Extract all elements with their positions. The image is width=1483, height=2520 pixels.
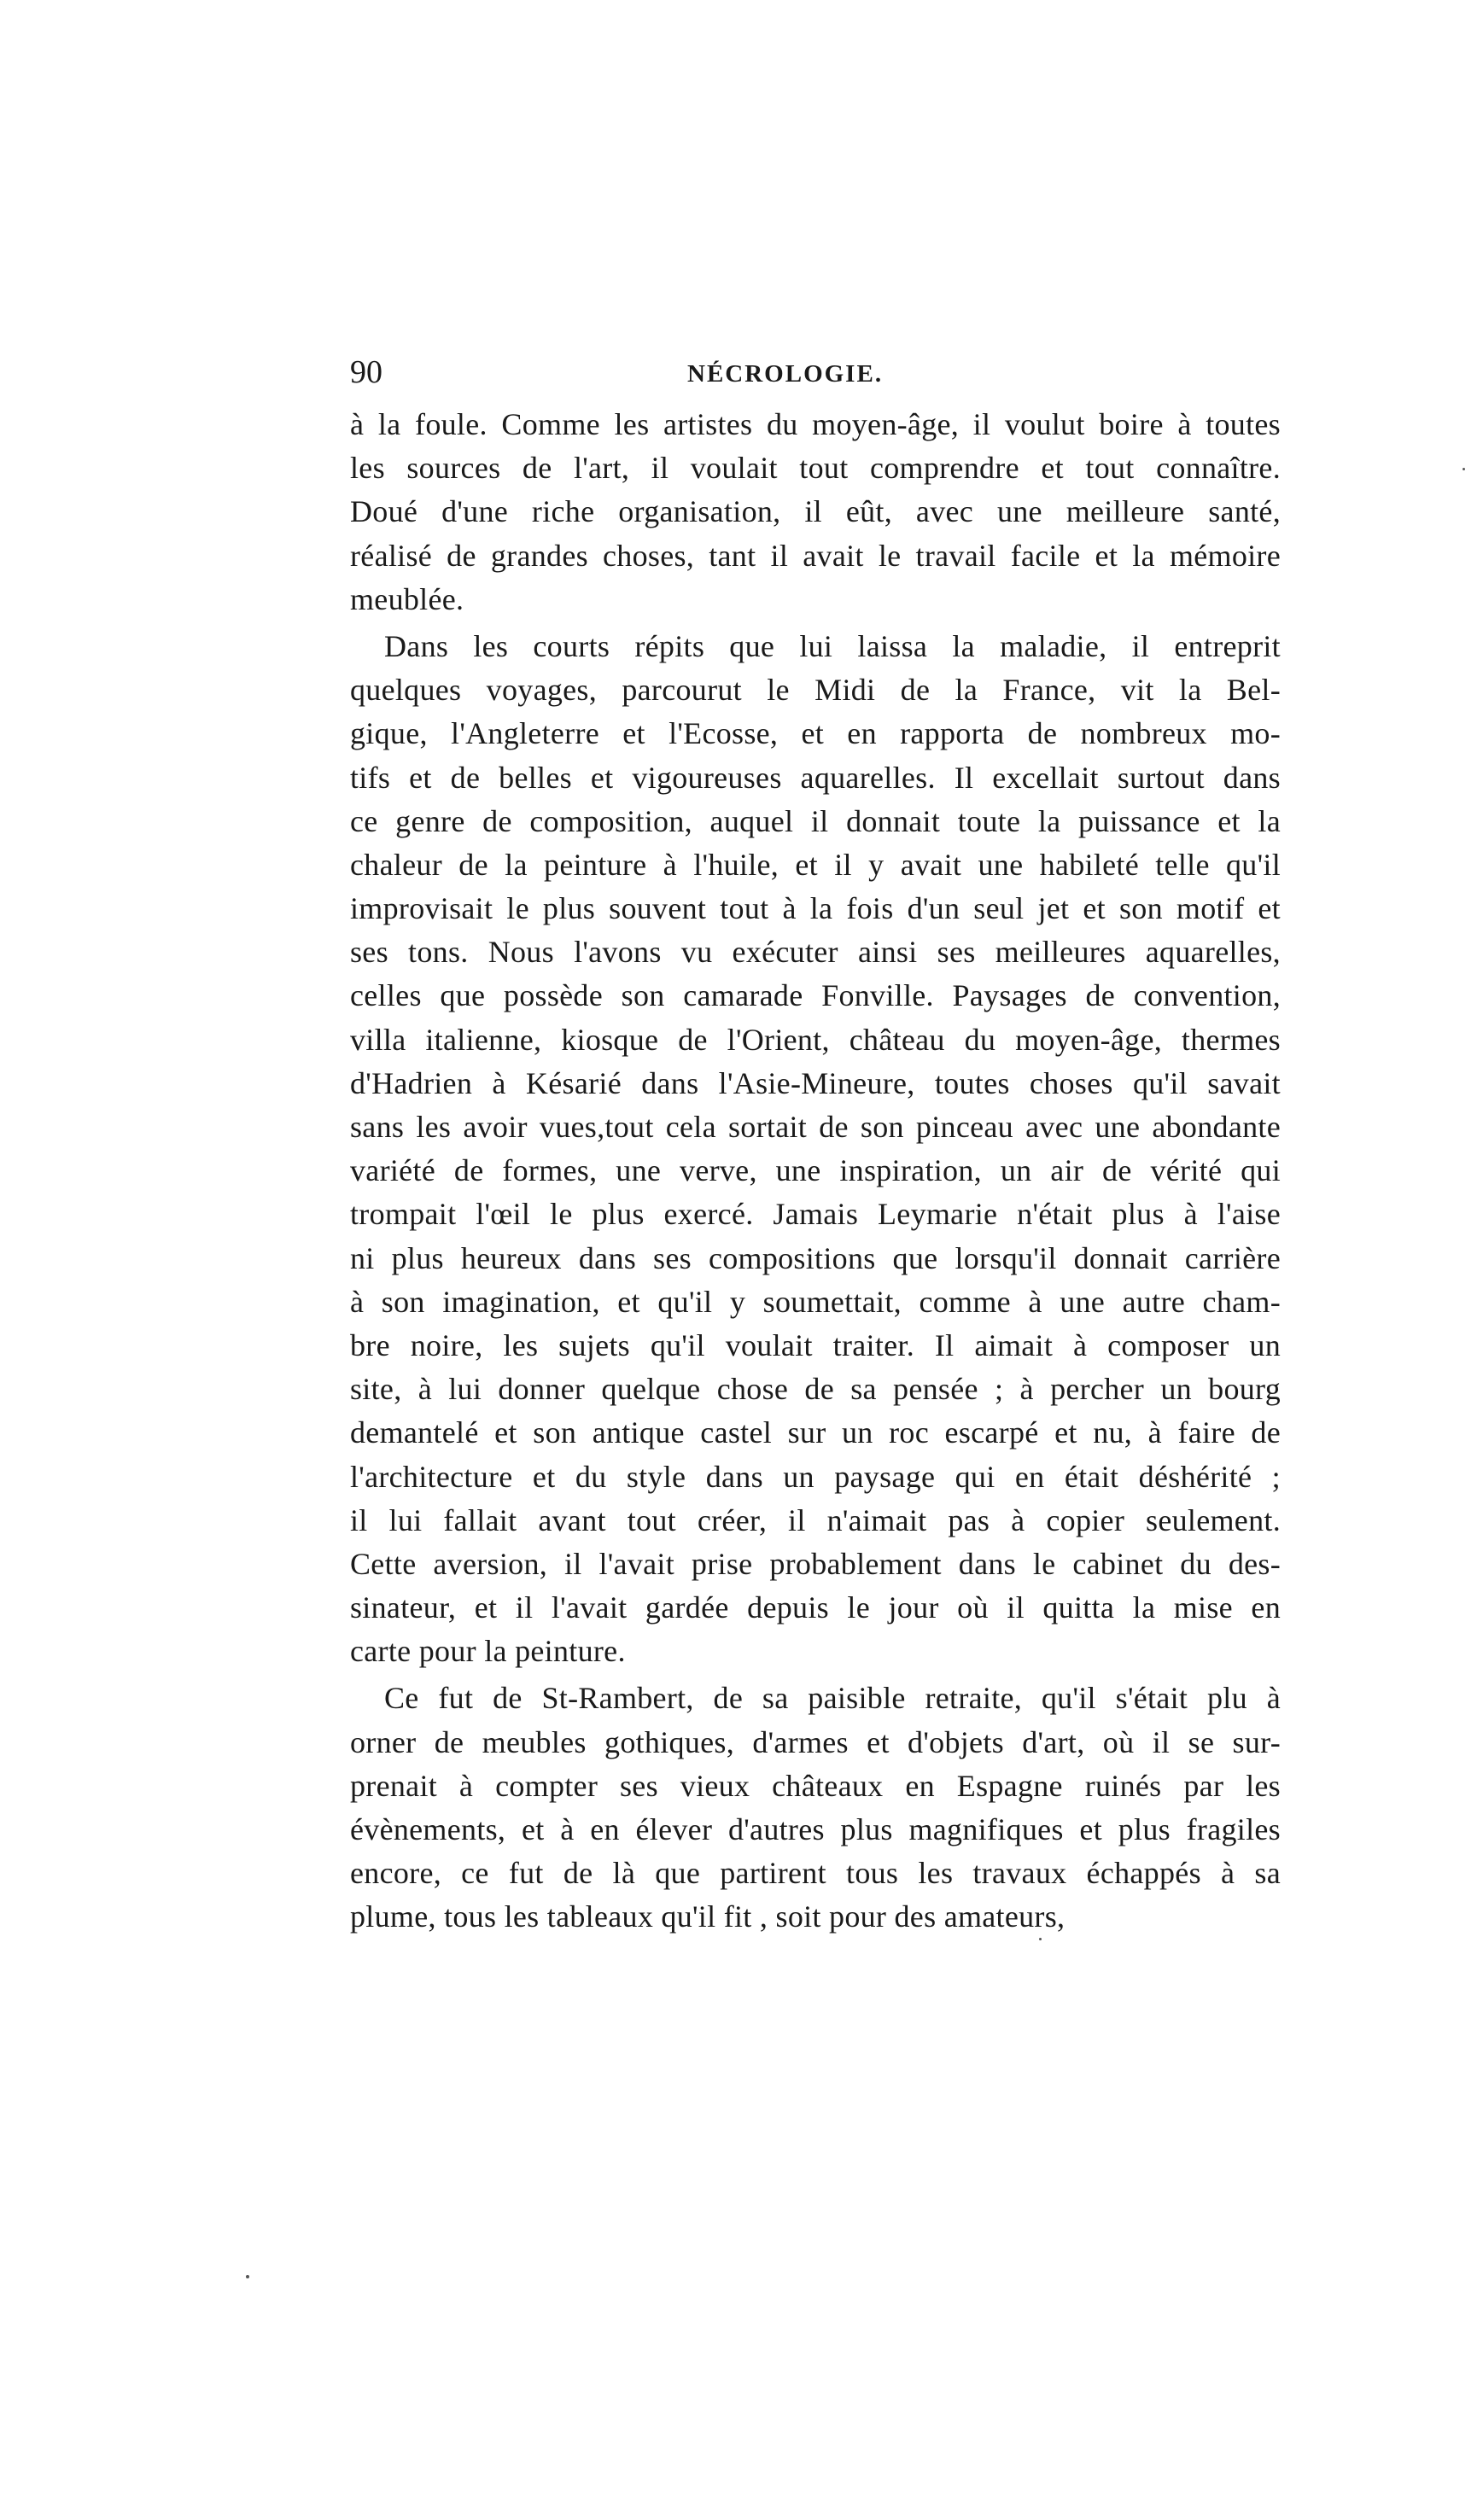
text-line: ni plus heureux dans ses compositions que lorsqu'il donnait carrière xyxy=(350,1240,1281,1275)
text-line: il lui fallait avant tout créer, il n'aimait pas à copier seulement. xyxy=(350,1502,1281,1537)
text-line: d'Hadrien à Késarié dans l'Asie-Mineure, toutes choses qu'il savait xyxy=(350,1065,1281,1100)
page-header xyxy=(350,348,1281,396)
text-line: variété de formes, une verve, une inspiration, un air de vérité qui xyxy=(350,1153,1281,1188)
paragraph xyxy=(350,1677,1281,1939)
paragraph xyxy=(350,625,1281,1674)
text-line: sans les avoir vues,tout cela sortait de son pinceau avec une abondante xyxy=(350,1110,1281,1144)
paper-speck xyxy=(1463,468,1465,470)
text-line: réalisé de grandes choses, tant il avait le travail facile et la mémoire xyxy=(350,538,1281,573)
text-line: encore, ce fut de là que partirent tous les travaux échappés à sa xyxy=(350,1856,1281,1891)
paragraph xyxy=(350,403,1281,621)
text-line: les sources de l'art, il voulait tout comprendre et tout connaître. xyxy=(350,451,1281,486)
text-line: à la foule. Comme les artistes du moyen-âge, il voulut boire à toutes xyxy=(350,407,1281,441)
text-line: demantelé et son antique castel sur un roc escarpé et nu, à faire de xyxy=(350,1415,1281,1450)
text-line: ses tons. Nous l'avons vu exécuter ainsi ses meilleures aquarelles, xyxy=(350,935,1281,970)
text-line: évènements, et à en élever d'autres plus magnifiques et plus fragiles xyxy=(350,1812,1281,1846)
text-line: trompait l'œil le plus exercé. Jamais Leymarie n'était plus à l'aise xyxy=(350,1197,1281,1232)
paper-speck xyxy=(246,2275,249,2278)
text-line: quelques voyages, parcourut le Midi de la France, vit la Bel- xyxy=(350,673,1281,708)
paper-speck xyxy=(1039,1938,1042,1940)
text-line: Cette aversion, il l'avait prise probablement dans le cabinet du des- xyxy=(350,1546,1281,1581)
text-line: prenait à compter ses vieux châteaux en Espagne ruinés par les xyxy=(350,1768,1281,1803)
text-line: improvisait le plus souvent tout à la fois d'un seul jet et son motif et xyxy=(350,891,1281,926)
text-line: tifs et de belles et vigoureuses aquarelles. Il excellait surtout dans xyxy=(350,760,1281,795)
page-number: 90 xyxy=(350,354,382,390)
text-line: bre noire, les sujets qu'il voulait traiter. Il aimait à composer un xyxy=(350,1327,1281,1362)
text-line: carte pour la peinture. xyxy=(350,1634,626,1669)
body-text xyxy=(350,403,1281,1940)
text-line: gique, l'Angleterre et l'Ecosse, et en rapporta de nombreux mo- xyxy=(350,716,1281,751)
text-line: Ce fut de St-Rambert, de sa paisible retraite, qu'il s'était plu à xyxy=(384,1681,1281,1716)
text-line: sinateur, et il l'avait gardée depuis le jour où il quitta la mise en xyxy=(350,1590,1281,1625)
text-line: Dans les courts répits que lui laissa la maladie, il entreprit xyxy=(384,628,1281,663)
text-line: ce genre de composition, auquel il donnait toute la puissance et la xyxy=(350,803,1281,838)
text-line: orner de meubles gothiques, d'armes et d'objets d'art, où il se sur- xyxy=(350,1724,1281,1759)
text-line: plume, tous les tableaux qu'il fit , soit pour des amateurs, xyxy=(350,1899,1066,1934)
text-line: villa italienne, kiosque de l'Orient, château du moyen-âge, thermes xyxy=(350,1022,1281,1057)
text-line: chaleur de la peinture à l'huile, et il y avait une habileté telle qu'il xyxy=(350,847,1281,882)
running-title: NÉCROLOGIE. xyxy=(687,360,884,388)
text-line: site, à lui donner quelque chose de sa pensée ; à percher un bourg xyxy=(350,1372,1281,1407)
text-line: Doué d'une riche organisation, il eût, avec une meilleure santé, xyxy=(350,494,1281,529)
text-line: à son imagination, et qu'il y soumettait, comme à une autre cham- xyxy=(350,1284,1281,1319)
text-line: l'architecture et du style dans un paysage qui en était déshérité ; xyxy=(350,1459,1281,1494)
text-line: meublée. xyxy=(350,581,464,616)
text-line: celles que possède son camarade Fonville. Paysages de convention, xyxy=(350,978,1281,1013)
